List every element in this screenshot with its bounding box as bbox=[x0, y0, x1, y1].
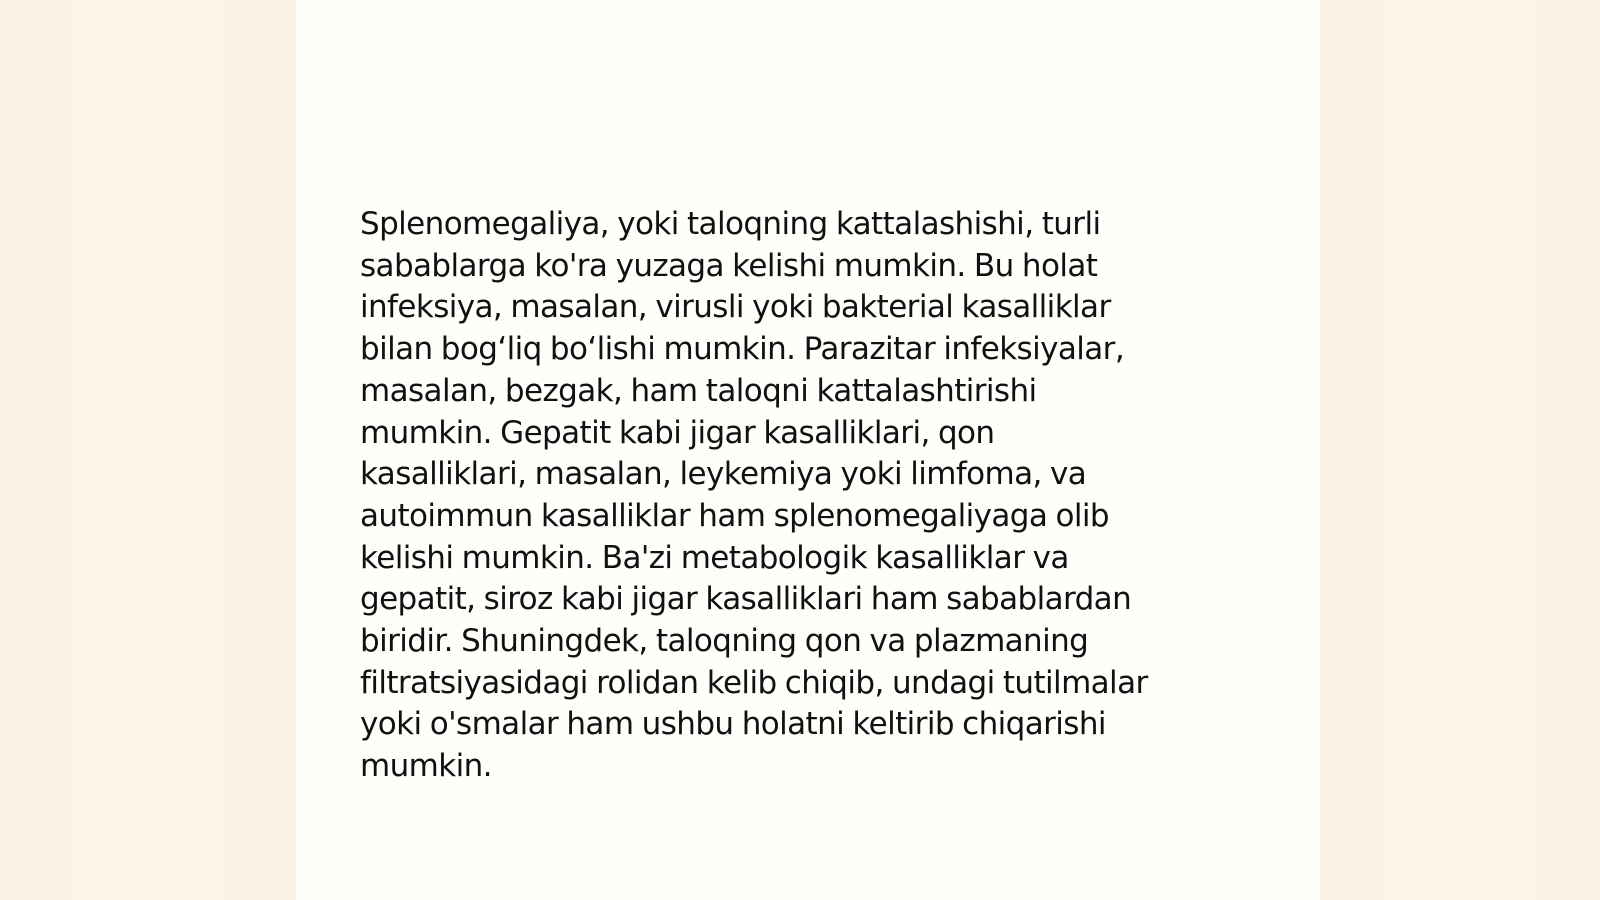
body-paragraph: Splenomegaliya, yoki taloqning kattalashishi, turli sabablarga ko'ra yuzaga kelishi mumkin. Bu holat infeksiya, masalan, virusli yoki bakterial kasalliklar bilan bog‘liq bo‘lishi mumkin. Parazitar infeksiyalar, masalan, bezgak, ham taloqni kattalashtirishi mumkin. Gepatit kabi jigar kasalliklari, qon kasalliklari, masalan, leykemiya yoki limfoma, va autoimmun kasalliklar ham splenomegaliyaga olib kelishi mumkin. Ba'zi metabologik kasalliklar va gepatit, siroz kabi jigar kasalliklari ham sabablardan biridir. Shuningdek, taloqning qon va plazmaning filtratsiyasidagi rolidan kelib chiqib, undagi tutilmalar yoki o'smalar ham ushbu holatni keltirib chiqarishi mumkin. bbox=[360, 206, 1148, 785]
right-background-panel bbox=[1320, 0, 1600, 900]
document-page bbox=[296, 0, 1320, 900]
left-background-panel bbox=[0, 0, 296, 900]
